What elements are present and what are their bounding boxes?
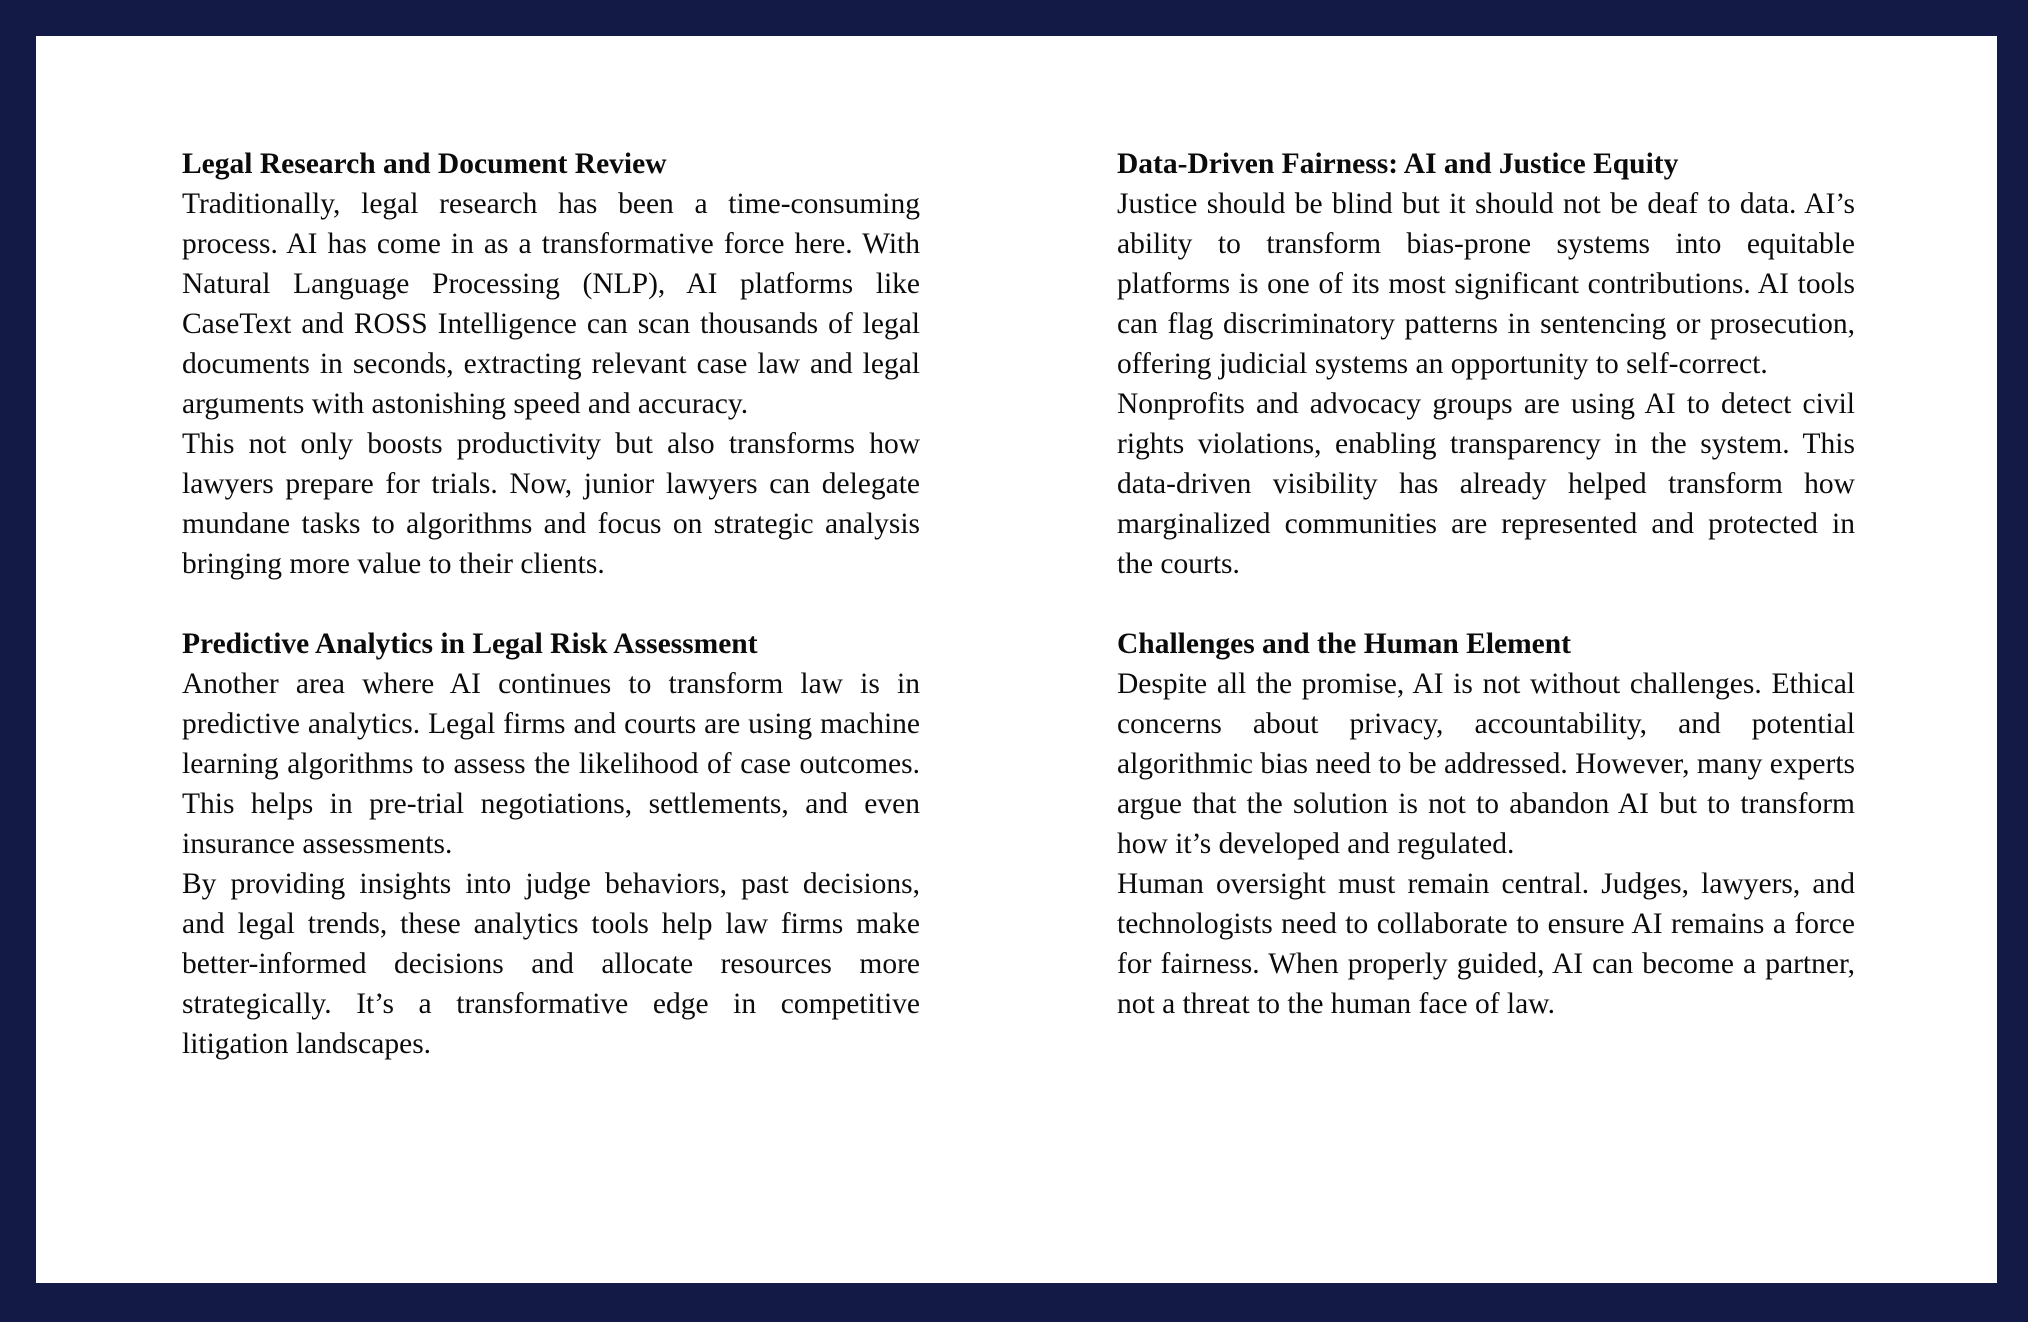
section-data-driven-fairness xyxy=(1117,144,1855,584)
section-heading: Predictive Analytics in Legal Risk Assessment xyxy=(182,628,758,660)
section-heading: Challenges and the Human Element xyxy=(1117,628,1572,660)
section-paragraph: Another area where AI continues to transform law is in predictive analytics. Legal firms and courts are using machine learning algorithms to assess the likelihood of case outcomes. This helps in pre-trial negotiations, settlements, and even insurance assessments. xyxy=(182,668,920,860)
section-paragraph: Despite all the promise, AI is not without challenges. Ethical concerns about privacy, accountability, and potential algorithmic bias need to be addressed. However, many experts argue that the solution is not to abandon AI but to transform how it’s developed and regulated. xyxy=(1117,668,1855,860)
left-column xyxy=(182,144,920,1104)
section-paragraph: Traditionally, legal research has been a time-consuming process. AI has come in as a transformative force here. With Natural Language Processing (NLP), AI platforms like CaseText and ROSS Intelligence can scan thousands of legal documents in seconds, extracting relevant case law and legal arguments with astonishing speed and accuracy. xyxy=(182,188,920,420)
document-page xyxy=(36,36,1997,1283)
section-paragraph: By providing insights into judge behaviors, past decisions, and legal trends, these analytics tools help law firms make better-informed decisions and allocate resources more strategically. It’s a transformative edge in competitive litigation landscapes. xyxy=(182,868,920,1060)
section-heading: Data-Driven Fairness: AI and Justice Equity xyxy=(1117,148,1679,180)
section-legal-research xyxy=(182,144,920,584)
section-paragraph: This not only boosts productivity but also transforms how lawyers prepare for trials. Now, junior lawyers can delegate mundane tasks to algorithms and focus on strategic analysis bringing more value to their clients. xyxy=(182,428,920,580)
section-paragraph: Justice should be blind but it should not be deaf to data. AI’s ability to transform bias-prone systems into equitable platforms is one of its most significant contributions. AI tools can flag discriminatory patterns in sentencing or prosecution, offering judicial systems an opportunity to self-correct. xyxy=(1117,188,1855,380)
section-challenges xyxy=(1117,624,1855,1024)
section-heading: Legal Research and Document Review xyxy=(182,148,667,180)
section-paragraph: Nonprofits and advocacy groups are using AI to detect civil rights violations, enabling transparency in the system. This data-driven visibility has already helped transform how marginalized communities are represented and protected in the courts. xyxy=(1117,388,1855,580)
section-predictive-analytics xyxy=(182,624,920,1064)
right-column xyxy=(1117,144,1855,1064)
section-paragraph: Human oversight must remain central. Judges, lawyers, and technologists need to collaborate to ensure AI remains a force for fairness. When properly guided, AI can become a partner, not a threat to the human face of law. xyxy=(1117,868,1855,1020)
